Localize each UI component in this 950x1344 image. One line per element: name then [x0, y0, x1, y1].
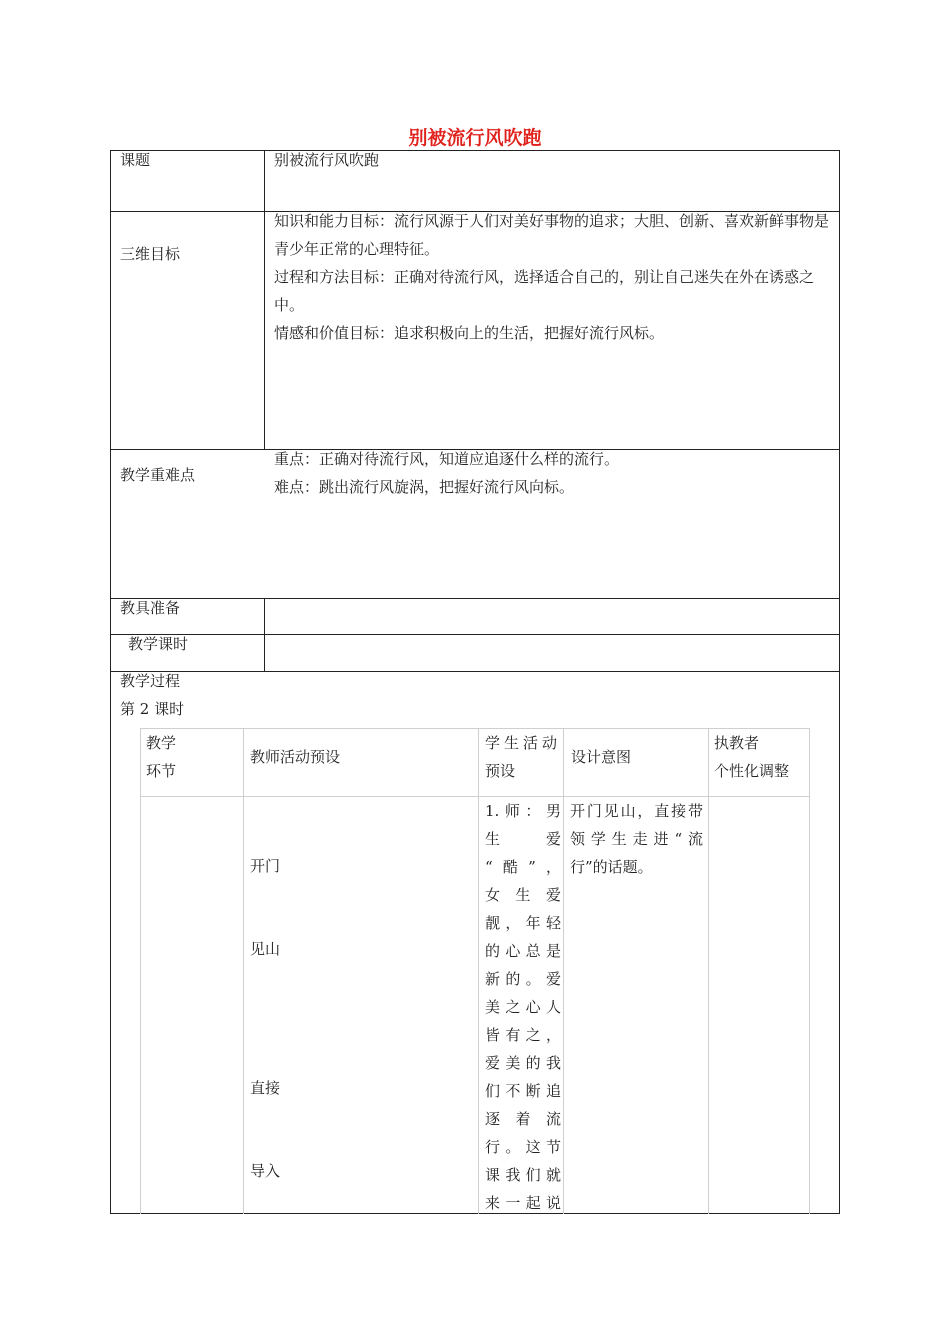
process-label: 教学过程 [120, 672, 181, 690]
student-line: 新的。爱 [485, 970, 561, 988]
design-intent-text [570, 797, 703, 881]
student-line: 来一起说 [485, 1194, 561, 1212]
student-line: 课我们就 [485, 1166, 561, 1184]
key-point-focus: 重点：正确对待流行风，知道应追逐什么样的流行。 [274, 450, 620, 468]
outer-border-left [110, 150, 111, 1214]
hours-label: 教学课时 [128, 635, 189, 653]
inner-col-divider-2 [478, 728, 479, 1214]
column-divider-b [264, 598, 265, 671]
row-divider-4 [110, 634, 840, 635]
inner-border-right [809, 728, 810, 1214]
student-line: 的心总是 [485, 942, 561, 960]
inner-col-divider-1 [243, 728, 244, 1214]
design-line: 领学生走进“流 [570, 830, 703, 848]
row-divider-5 [110, 671, 840, 672]
student-line: “酷”， [485, 858, 561, 876]
goal-emotion: 情感和价值目标：追求积极向上的生活，把握好流行风标。 [274, 324, 665, 342]
student-line: 美之心人 [485, 998, 561, 1016]
teacher-word-3: 直接 [250, 1079, 281, 1097]
goal-knowledge: 知识和能力目标：流行风源于人们对美好事物的追求；大胆、创新、喜欢新鲜事物是青少年正常的心理特征。 [274, 212, 830, 258]
student-line: 靓，年轻 [485, 914, 561, 932]
key-points-text [274, 445, 834, 501]
inner-border-left [140, 728, 141, 1214]
header-student-activity-1: 学生活动 [485, 734, 562, 752]
design-line: 行”的话题。 [570, 858, 653, 876]
student-line: 爱美的我 [485, 1054, 561, 1072]
teacher-word-2: 见山 [250, 940, 281, 958]
student-line: 皆有之， [485, 1026, 561, 1044]
header-executor-2: 个性化调整 [714, 762, 790, 780]
column-divider-a [264, 150, 265, 449]
key-point-difficulty: 难点：跳出流行风旋涡，把握好流行风向标。 [274, 478, 575, 496]
topic-label: 课题 [120, 151, 151, 169]
tools-label: 教具准备 [120, 599, 181, 617]
row-divider-3 [110, 598, 840, 599]
lesson-label: 第 2 课时 [120, 700, 185, 718]
teacher-word-4: 导入 [250, 1162, 281, 1180]
document-title: 别被流行风吹跑 [408, 127, 542, 149]
teacher-word-1: 开门 [250, 857, 281, 875]
inner-border-top [140, 728, 810, 729]
outer-border-top [110, 150, 840, 151]
goals-text [274, 207, 834, 347]
student-line: 1.师：男 [485, 802, 561, 820]
header-student-activity-2: 预设 [485, 762, 516, 780]
key-points-label: 教学重难点 [120, 466, 196, 484]
goals-label: 三维目标 [120, 245, 181, 263]
student-line: 行。这节 [485, 1138, 561, 1156]
header-executor-1: 执教者 [714, 734, 760, 752]
inner-col-divider-4 [708, 728, 709, 1214]
student-line: 生 爱 [485, 830, 561, 848]
design-line: 开门见山，直接带 [570, 802, 703, 820]
topic-value: 别被流行风吹跑 [274, 151, 380, 169]
header-stage-1: 教学 [146, 734, 177, 752]
header-stage-2: 环节 [146, 762, 177, 780]
student-line: 们不断追 [485, 1082, 561, 1100]
student-line: 女生爱 [485, 886, 561, 904]
inner-col-divider-3 [563, 728, 564, 1214]
student-activity-text [485, 797, 561, 1217]
outer-border-right [839, 150, 840, 1214]
student-line: 逐 着 流 [485, 1110, 561, 1128]
outer-border-bottom [110, 1213, 840, 1214]
inner-header-divider [140, 796, 810, 797]
header-design-intent: 设计意图 [571, 748, 632, 766]
goal-process: 过程和方法目标：正确对待流行风，选择适合自己的，别让自己迷失在外在诱惑之中。 [274, 268, 815, 314]
header-teacher-activity: 教师活动预设 [250, 748, 341, 766]
